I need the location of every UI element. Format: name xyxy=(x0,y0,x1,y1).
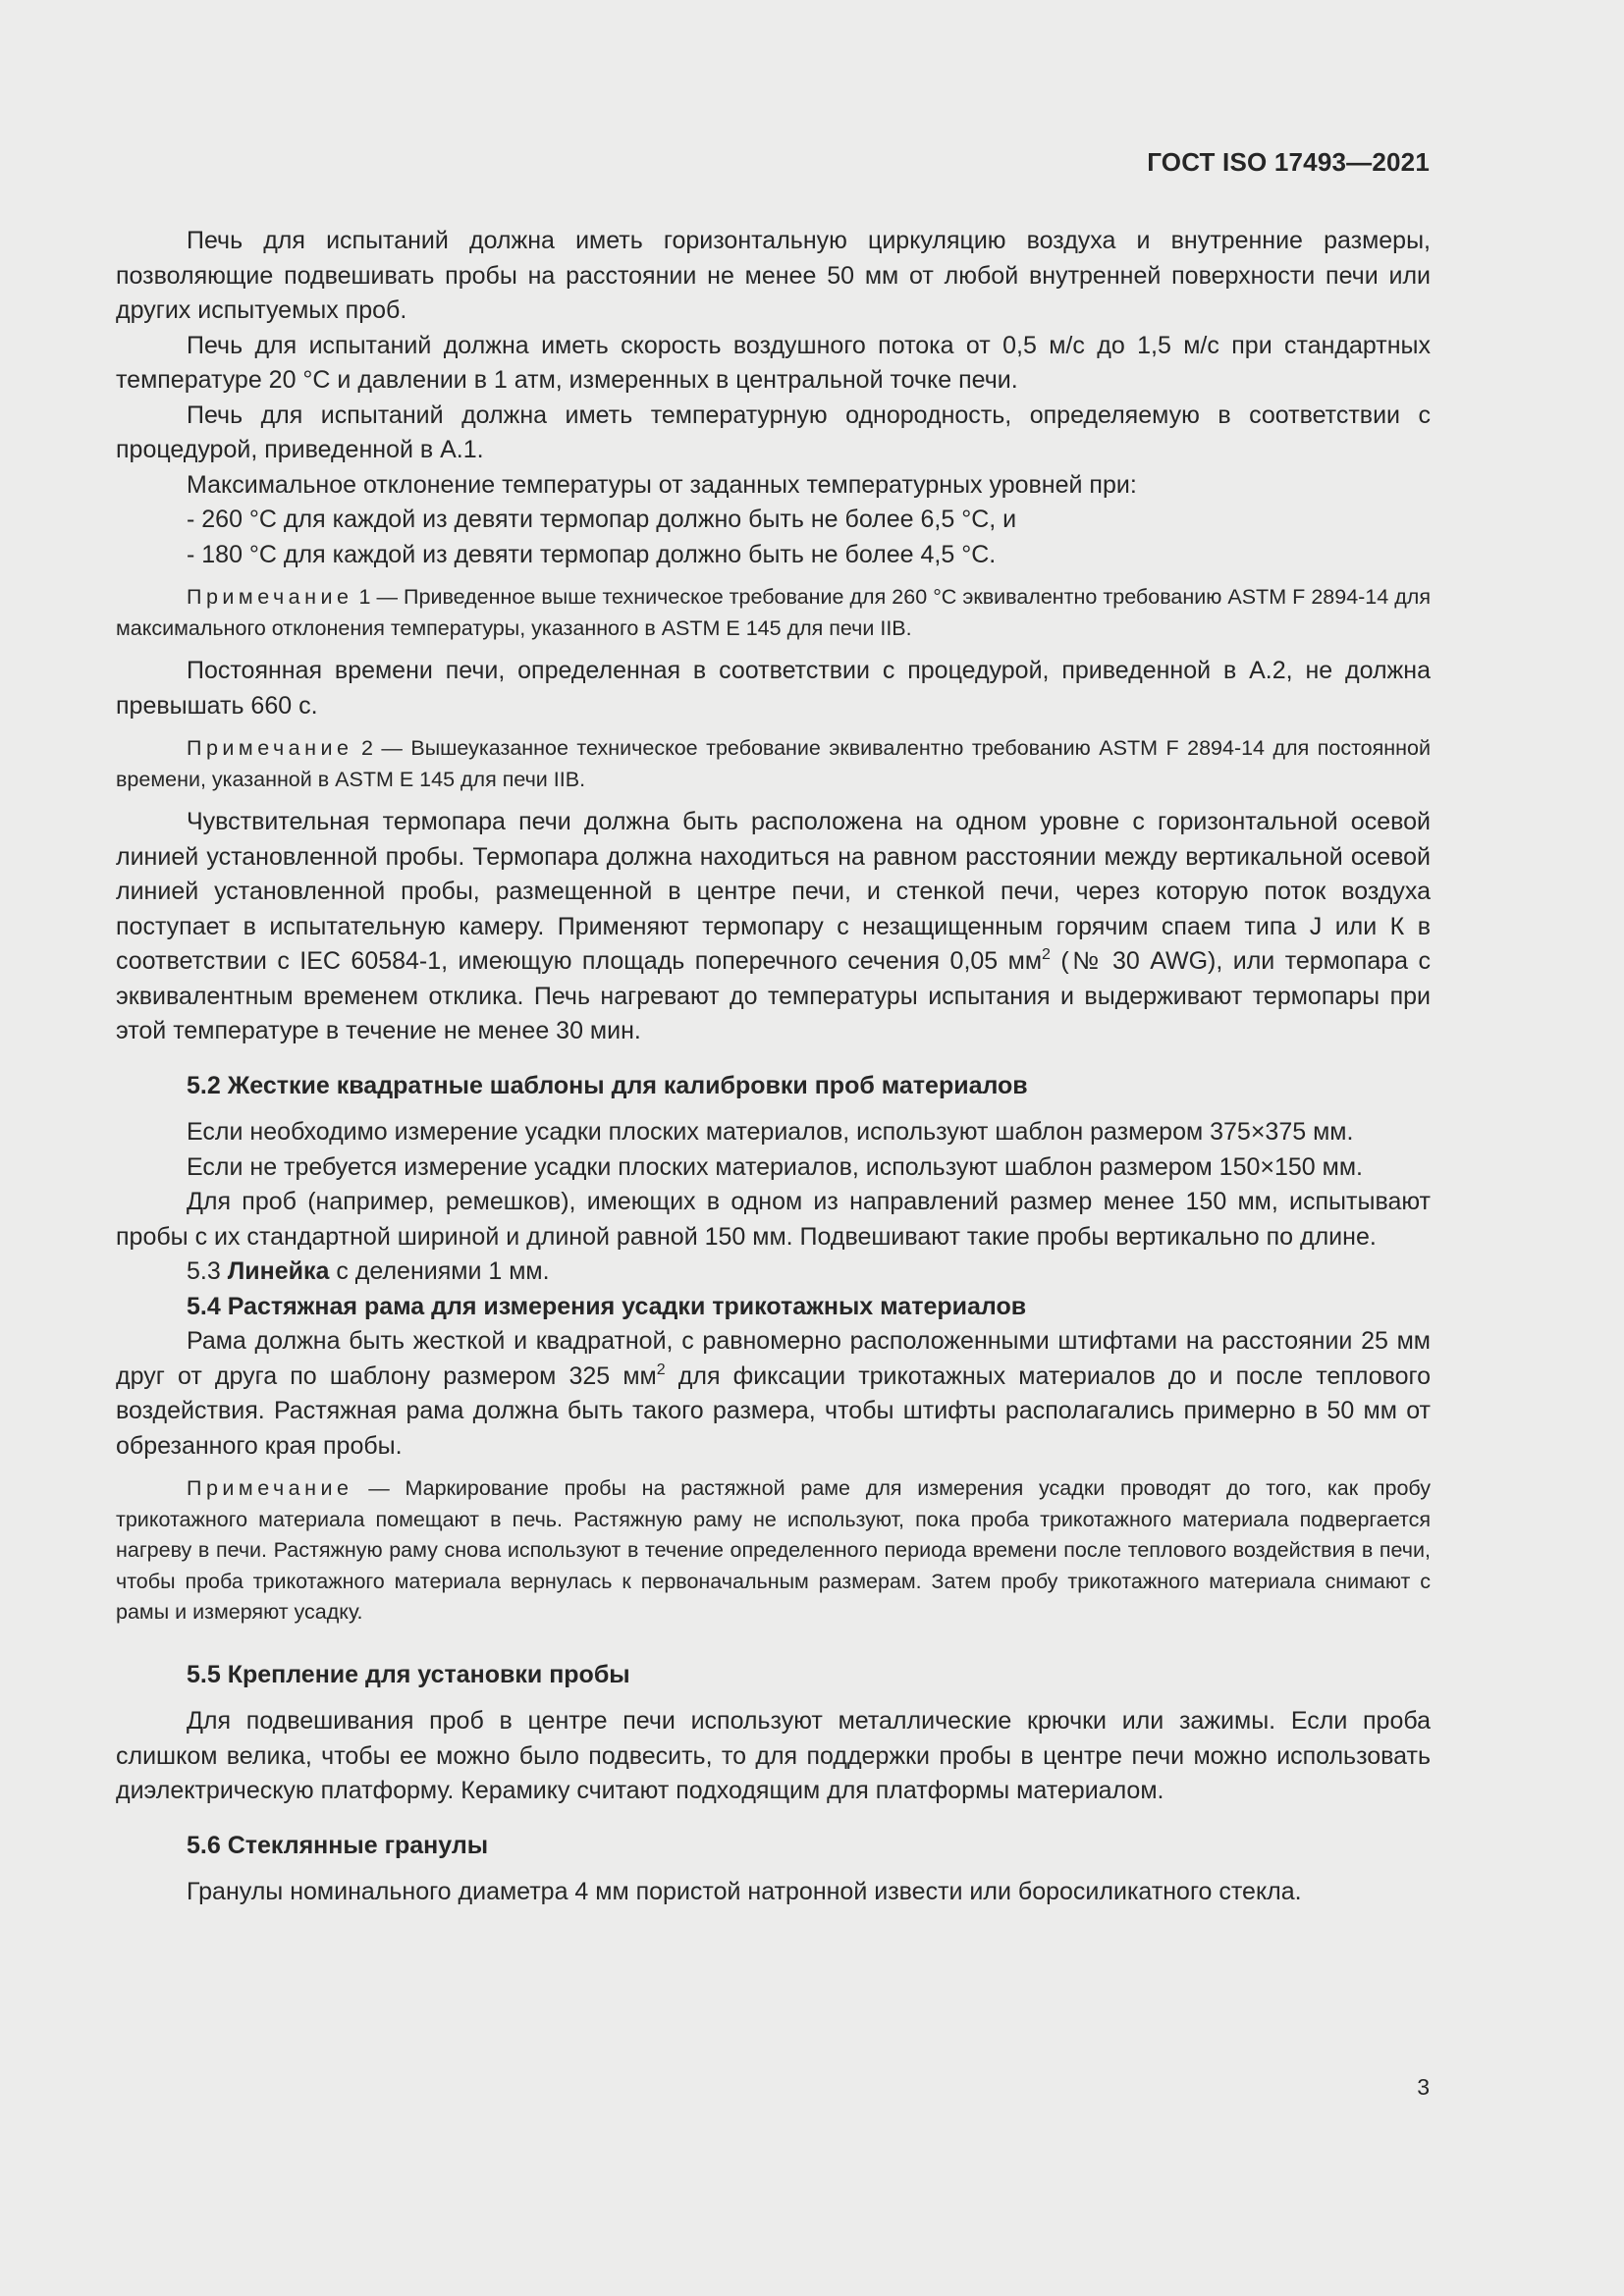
note-label: Примечание xyxy=(187,1476,353,1500)
section-number: 5.3 xyxy=(187,1257,228,1285)
paragraph-template-375: Если необходимо измерение усадки плоских материалов, используют шаблон размером 375×375 мм. xyxy=(187,1118,1354,1146)
note-2 xyxy=(116,733,1431,795)
list-item: - 180 °С для каждой из девяти термопар должно быть не более 4,5 °С. xyxy=(187,540,997,568)
document-header: ГОСТ ISO 17493—2021 xyxy=(1147,147,1430,177)
paragraph-hooks: Для подвешивания проб в центре печи используют металлические крючки или зажимы. Если проба слишком велика, чтобы ее можно было подвесить, то для поддержки пробы в центре печи можно использовать диэлектрическую платформу. Керамику считают подходящим для платформы материалом. xyxy=(116,1707,1431,1804)
text-run: (№ 30 AWG), или термопара с эквивалентным временем отклика. Печь нагревают до температуры испытания и выдерживают термопары при этой температуре в течение не менее 30 мин. xyxy=(116,947,1431,1044)
paragraph-thermocouple xyxy=(116,805,1431,1049)
superscript: 2 xyxy=(1042,946,1051,963)
superscript: 2 xyxy=(656,1361,666,1378)
paragraph-tenter-frame xyxy=(116,1324,1431,1464)
note-label: Примечание xyxy=(187,585,353,609)
paragraph-max-deviation: Максимальное отклонение температуры от заданных температурных уровней при: xyxy=(187,470,1137,499)
paragraph-temperature-uniformity: Печь для испытаний должна иметь температурную однородность, определяемую в соответствии с процедурой, приведенной в А.1. xyxy=(116,400,1431,463)
note-1 xyxy=(116,582,1431,644)
section-heading-5-2: 5.2 Жесткие квадратные шаблоны для калибровки проб материалов xyxy=(187,1071,1028,1099)
note-label: Примечание xyxy=(187,736,353,760)
section-term: Линейка xyxy=(227,1257,330,1285)
paragraph-glass-beads: Гранулы номинального диаметра 4 мм пористой натронной извести или боросиликатного стекла. xyxy=(187,1878,1302,1905)
text-run: Чувствительная термопара печи должна быть расположена на одном уровне с горизонтальной осевой линией установленной пробы. Термопара должна находиться на равном расстоянии между вертикальной осевой линией установленной пробы, размещенной в центре печи, и стенкой печи, через которую поток воздуха поступает в испытательную камеру. Применяют термопару с незащищенным горячим спаем типа J или К в соответствии с IEC 60584-1, имеющую площадь поперечного сечения 0,05 мм xyxy=(116,808,1431,975)
document-body xyxy=(116,224,1431,1910)
paragraph-straps: Для проб (например, ремешков), имеющих в одном из направлений размер менее 150 мм, испытывают пробы с их стандартной шириной и длиной равной 150 мм. Подвешивают такие пробы вертикально по длине. xyxy=(116,1188,1431,1251)
section-text: с делениями 1 мм. xyxy=(329,1257,550,1285)
section-heading-5-5: 5.5 Крепление для установки пробы xyxy=(187,1660,630,1688)
paragraph-time-constant: Постоянная времени печи, определенная в соответствии с процедурой, приведенной в А.2, не должна превышать 660 с. xyxy=(116,657,1431,720)
paragraph-air-speed: Печь для испытаний должна иметь скорость воздушного потока от 0,5 м/с до 1,5 м/с при стандартных температуре 20 °С и давлении в 1 атм, измеренных в центральной точке печи. xyxy=(116,331,1431,394)
note-text: 1 — Приведенное выше техническое требование для 260 °С эквивалентно требованию ASTM F 2894-14 для максимального отклонения температуры, указанного в ASTM Е 145 для печи IIB. xyxy=(116,585,1431,640)
note-3 xyxy=(116,1473,1431,1629)
note-text: — Маркирование пробы на растяжной раме для измерения усадки проводят до того, как пробу трикотажного материала помещают в печь. Растяжную раму не используют, пока проба трикотажного материала подвергается нагреву в печи. Растяжную раму снова используют в течение определенного периода времени после теплового воздействия в печи, чтобы проба трикотажного материала вернулась к первоначальным размерам. Затем пробу трикотажного материала снимают с рамы и измеряют усадку. xyxy=(116,1476,1431,1624)
note-text: 2 — Вышеуказанное техническое требование эквивалентно требованию ASTM F 2894-14 для постоянной времени, указанной в ASTM Е 145 для печи IIB. xyxy=(116,736,1431,791)
page-number: 3 xyxy=(1417,2074,1430,2100)
paragraph-oven-circulation: Печь для испытаний должна иметь горизонтальную циркуляцию воздуха и внутренние размеры, позволяющие подвешивать пробы на расстоянии не менее 50 мм от любой внутренней поверхности печи или других испытуемых проб. xyxy=(116,227,1431,324)
section-heading-5-3 xyxy=(116,1255,1431,1290)
text-run: Рама должна быть жесткой и квадратной, с равномерно расположенными штифтами на расстоянии 25 мм друг от друга по шаблону размером 325 мм xyxy=(116,1327,1431,1390)
paragraph-template-150: Если не требуется измерение усадки плоских материалов, используют шаблон размером 150×150 мм. xyxy=(187,1152,1363,1181)
text-run: для фиксации трикотажных материалов до и после теплового воздействия. Растяжная рама должна быть такого размера, чтобы штифты располагались примерно в 50 мм от обрезанного края пробы. xyxy=(116,1362,1431,1460)
section-heading-5-6: 5.6 Стеклянные гранулы xyxy=(187,1831,489,1859)
list-item: - 260 °С для каждой из девяти термопар должно быть не более 6,5 °С, и xyxy=(187,506,1017,533)
section-heading-5-4: 5.4 Растяжная рама для измерения усадки трикотажных материалов xyxy=(187,1292,1027,1320)
